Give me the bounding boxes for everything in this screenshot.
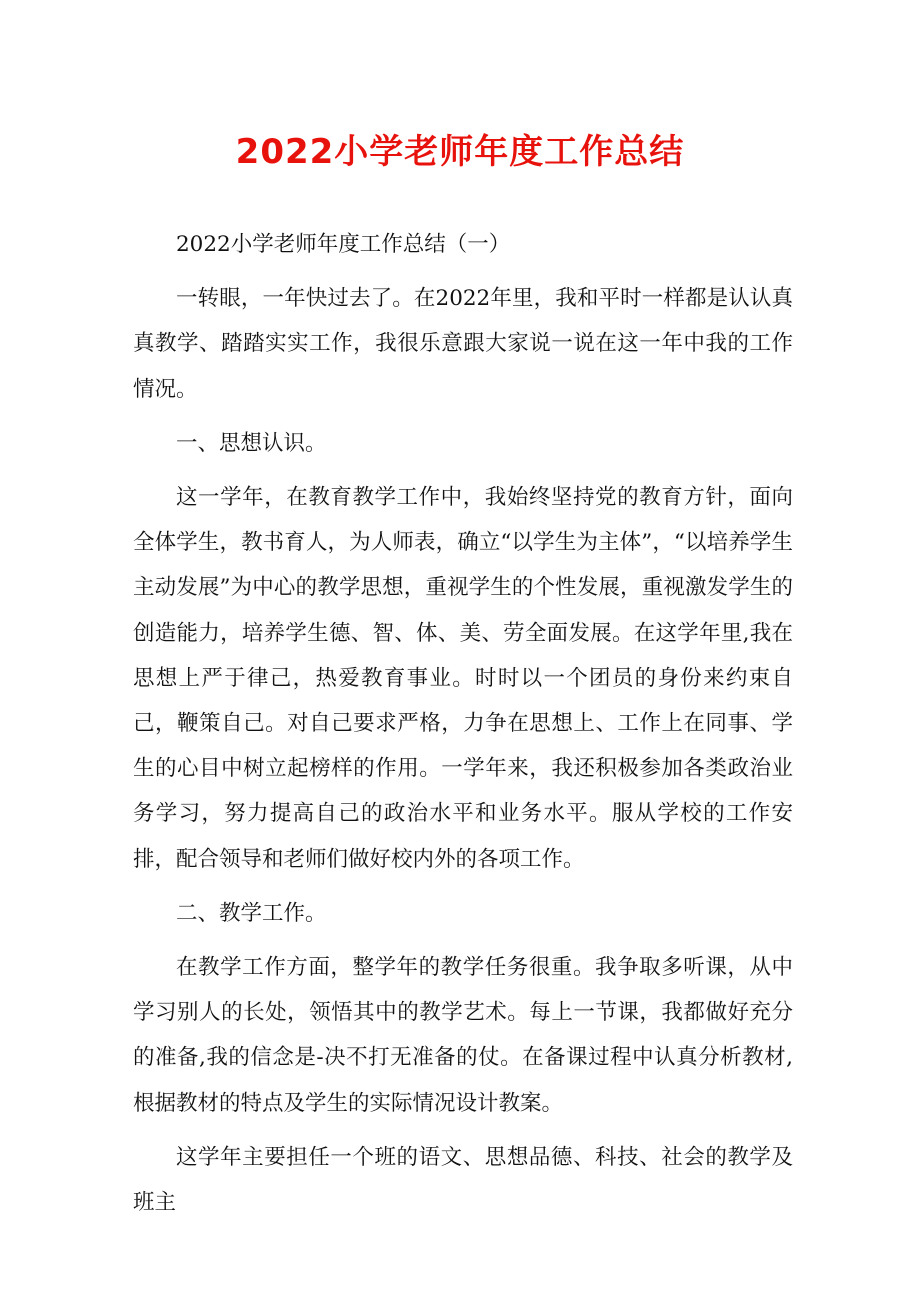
duties-paragraph: 这学年主要担任一个班的语文、思想品德、科技、社会的教学及班主 — [133, 1144, 793, 1216]
thought-paragraph: 这一学年，在教育教学工作中，我始终坚持党的教育方针，面向全体学生，教书育人，为人师表，确立“以学生为主体”，“以培养学生主动发展”为中心的教学思想，重视学生的个性发展，重视激发学生的创造能力，培养学生德、智、体、美、劳全面发展。在这学年里,我在思想上严于律己，热爱教育事业。时时以一个团员的身份来约束自己，鞭策自己。对自己要求严格，力争在思想上、工作上在同事、学生的心目中树立起榜样的作用。一学年来，我还积极参加各类政治业务学习，努力提高自己的政治水平和业务水平。服从学校的工作安排，配合领导和老师们做好校内外的各项工作。 — [133, 485, 793, 872]
section-heading-teaching: 二、教学工作。 — [176, 900, 327, 926]
intro-paragraph: 一转眼，一年快过去了。在2022年里，我和平时一样都是认认真真教学、踏踏实实工作，我很乐意跟大家说一说在这一年中我的工作情况。 — [133, 286, 793, 402]
subtitle-paragraph: 2022小学老师年度工作总结（一） — [176, 232, 511, 257]
section-heading-thought: 一、思想认识。 — [176, 430, 327, 456]
teaching-paragraph: 在教学工作方面，整学年的教学任务很重。我争取多听课，从中学习别人的长处，领悟其中的教学艺术。每上一节课，我都做好充分的准备,我的信念是-决不打无准备的仗。在备课过程中认真分析教材,根据教材的特点及学生的实际情况设计教案。 — [133, 955, 793, 1116]
document-body — [133, 222, 793, 1225]
document-title: 2022小学老师年度工作总结 — [235, 132, 685, 172]
